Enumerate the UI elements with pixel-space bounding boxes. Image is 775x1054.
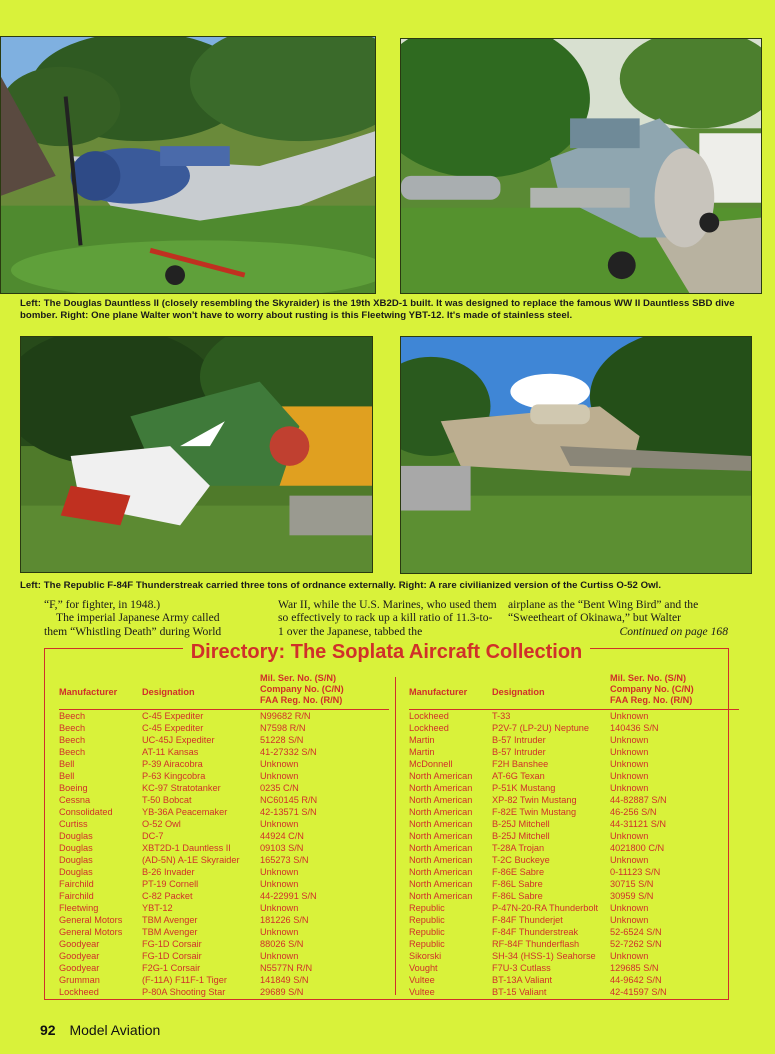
serial-cell: Unknown <box>610 711 649 721</box>
directory-row <box>59 818 389 830</box>
serial-cell: Unknown <box>610 831 649 841</box>
directory-row <box>59 914 389 926</box>
manufacturer-cell: Consolidated <box>59 807 113 817</box>
serial-cell: 44-22991 S/N <box>260 891 317 901</box>
directory-row <box>409 842 739 854</box>
designation-cell: XBT2D-1 Dauntless II <box>142 843 231 853</box>
directory-row <box>59 830 389 842</box>
directory-row <box>59 758 389 770</box>
manufacturer-cell: Vultee <box>409 987 435 997</box>
manufacturer-cell: Bell <box>59 771 75 781</box>
serial-cell: Unknown <box>260 879 299 889</box>
page-number: 92 <box>40 1022 56 1038</box>
designation-cell: T-50 Bobcat <box>142 795 192 805</box>
designation-cell: F-86E Sabre <box>492 867 545 877</box>
designation-cell: B-26 Invader <box>142 867 195 877</box>
header-manufacturer: Manufacturer <box>59 687 118 697</box>
directory-column-right <box>409 671 739 998</box>
directory-column-left <box>59 671 389 998</box>
designation-cell: AT-11 Kansas <box>142 747 199 757</box>
designation-cell: T-33 <box>492 711 511 721</box>
serial-cell: 46-256 S/N <box>610 807 657 817</box>
directory-row <box>59 746 389 758</box>
manufacturer-cell: Lockheed <box>59 987 99 997</box>
directory-row <box>409 938 739 950</box>
directory-row <box>409 962 739 974</box>
serial-cell: Unknown <box>260 771 299 781</box>
designation-cell: F2H Banshee <box>492 759 549 769</box>
directory-rows-left <box>59 710 389 998</box>
manufacturer-cell: General Motors <box>59 927 123 937</box>
directory-row <box>409 782 739 794</box>
directory-row <box>59 938 389 950</box>
manufacturer-cell: Martin <box>409 735 435 745</box>
directory-row <box>59 986 389 998</box>
manufacturer-cell: Curtiss <box>59 819 88 829</box>
photo-douglas-dauntless <box>0 36 376 294</box>
designation-cell: P-47N-20-RA Thunderbolt <box>492 903 599 913</box>
directory-row <box>59 962 389 974</box>
serial-cell: Unknown <box>260 759 299 769</box>
manufacturer-cell: North American <box>409 831 473 841</box>
serial-cell: 29689 S/N <box>260 987 304 997</box>
serial-cell: N99682 R/N <box>260 711 311 721</box>
header-serial-line3: FAA Reg. No. (R/N) <box>610 695 693 705</box>
aircraft-directory <box>44 641 729 1000</box>
serial-cell: Unknown <box>610 855 649 865</box>
serial-cell: 141849 S/N <box>260 975 309 985</box>
designation-cell: PT-19 Cornell <box>142 879 199 889</box>
designation-cell: B-25J Mitchell <box>492 831 550 841</box>
manufacturer-cell: Sikorski <box>409 951 442 961</box>
directory-row <box>409 974 739 986</box>
manufacturer-cell: North American <box>409 771 473 781</box>
manufacturer-cell: North American <box>409 807 473 817</box>
designation-cell: BT-15 Valiant <box>492 987 547 997</box>
designation-cell: (F-11A) F11F-1 Tiger <box>142 975 227 985</box>
header-serial <box>260 673 344 706</box>
manufacturer-cell: Beech <box>59 723 86 733</box>
photo-fleetwing-ybt12 <box>400 38 762 294</box>
designation-cell: P2V-7 (LP-2U) Neptune <box>492 723 590 733</box>
serial-cell: 30715 S/N <box>610 879 654 889</box>
serial-cell: Unknown <box>610 735 649 745</box>
header-serial-line2: Company No. (C/N) <box>260 684 344 694</box>
serial-cell: 44-31121 S/N <box>610 819 667 829</box>
serial-cell: N7598 R/N <box>260 723 306 733</box>
manufacturer-cell: Bell <box>59 759 75 769</box>
designation-cell: F-86L Sabre <box>492 879 543 889</box>
designation-cell: F-82E Twin Mustang <box>492 807 577 817</box>
manufacturer-cell: North American <box>409 891 473 901</box>
directory-row <box>409 986 739 998</box>
designation-cell: P-39 Airacobra <box>142 759 203 769</box>
serial-cell: 41-27332 S/N <box>260 747 317 757</box>
directory-row <box>409 746 739 758</box>
serial-cell: Unknown <box>260 903 299 913</box>
magazine-name: Model Aviation <box>69 1022 161 1038</box>
manufacturer-cell: Republic <box>409 903 445 913</box>
manufacturer-cell: Douglas <box>59 843 93 853</box>
directory-row <box>59 842 389 854</box>
manufacturer-cell: Vought <box>409 963 438 973</box>
manufacturer-cell: Fairchild <box>59 879 94 889</box>
manufacturer-cell: Beech <box>59 711 86 721</box>
header-serial-line1: Mil. Ser. No. (S/N) <box>610 673 687 683</box>
directory-rows-right <box>409 710 739 998</box>
serial-cell: 165273 S/N <box>260 855 309 865</box>
serial-cell: 42-13571 S/N <box>260 807 317 817</box>
directory-row <box>59 902 389 914</box>
designation-cell: T-2C Buckeye <box>492 855 550 865</box>
serial-cell: 4021800 C/N <box>610 843 665 853</box>
designation-cell: TBM Avenger <box>142 915 198 925</box>
serial-cell: 44-82887 S/N <box>610 795 667 805</box>
manufacturer-cell: North American <box>409 783 473 793</box>
designation-cell: F7U-3 Cutlass <box>492 963 551 973</box>
f84f-photo-graphic <box>21 337 372 572</box>
serial-cell: Unknown <box>260 951 299 961</box>
serial-cell: 44924 C/N <box>260 831 304 841</box>
designation-cell: FG-1D Corsair <box>142 951 202 961</box>
manufacturer-cell: Lockheed <box>409 723 449 733</box>
caption-bottom: Left: The Republic F-84F Thunderstreak carried three tons of ordnance externally. Right: A rare civilianized version of the Curtiss O-52 Owl. <box>20 580 662 591</box>
directory-row <box>59 890 389 902</box>
designation-cell: SH-34 (HSS-1) Seahorse <box>492 951 596 961</box>
designation-cell: YBT-12 <box>142 903 173 913</box>
body-col1-paragraph: The imperial Japanese Army called them “Whistling Death” during World <box>44 611 222 638</box>
manufacturer-cell: Lockheed <box>409 711 449 721</box>
designation-cell: XP-82 Twin Mustang <box>492 795 577 805</box>
header-manufacturer: Manufacturer <box>409 687 468 697</box>
directory-row <box>409 926 739 938</box>
designation-cell: B-57 Intruder <box>492 735 546 745</box>
designation-cell: UC-45J Expediter <box>142 735 215 745</box>
directory-row <box>409 710 739 722</box>
directory-row <box>59 878 389 890</box>
serial-cell: Unknown <box>610 747 649 757</box>
designation-cell: (AD-5N) A-1E Skyraider <box>142 855 240 865</box>
designation-cell: F-84F Thunderjet <box>492 915 563 925</box>
serial-cell: Unknown <box>610 771 649 781</box>
serial-cell: Unknown <box>610 903 649 913</box>
manufacturer-cell: Martin <box>409 747 435 757</box>
continued-link: Continued on page 168 <box>619 624 728 638</box>
directory-row <box>59 794 389 806</box>
manufacturer-cell: Fairchild <box>59 891 94 901</box>
caption-top: Left: The Douglas Dauntless II (closely resembling the Skyraider) is the 19th XB2D-1 built. It was designed to replace the famous WW II Dauntless SBD dive bomber. Right: One plane Walter won't have to worry about rusting is this Fleetwing YBT-12. It's made of stainless steel. <box>20 298 735 321</box>
serial-cell: Unknown <box>610 759 649 769</box>
directory-header-right <box>409 671 739 710</box>
header-designation: Designation <box>492 687 545 697</box>
photo-curtiss-o52-owl <box>400 336 752 574</box>
designation-cell: DC-7 <box>142 831 164 841</box>
manufacturer-cell: North American <box>409 843 473 853</box>
serial-cell: Unknown <box>260 819 299 829</box>
header-designation: Designation <box>142 687 195 697</box>
manufacturer-cell: Douglas <box>59 831 93 841</box>
serial-cell: 129685 S/N <box>610 963 659 973</box>
manufacturer-cell: Beech <box>59 735 86 745</box>
directory-header-left <box>59 671 389 710</box>
designation-cell: F-84F Thunderstreak <box>492 927 579 937</box>
designation-cell: C-82 Packet <box>142 891 193 901</box>
manufacturer-cell: North American <box>409 867 473 877</box>
directory-row <box>409 890 739 902</box>
header-serial-line3: FAA Reg. No. (R/N) <box>260 695 343 705</box>
manufacturer-cell: Vultee <box>409 975 435 985</box>
body-col1-line1: “F,” for fighter, in 1948.) <box>44 598 161 611</box>
designation-cell: FG-1D Corsair <box>142 939 202 949</box>
designation-cell: P-51K Mustang <box>492 783 556 793</box>
designation-cell: RF-84F Thunderflash <box>492 939 580 949</box>
designation-cell: F-86L Sabre <box>492 891 543 901</box>
serial-cell: 52-7262 S/N <box>610 939 662 949</box>
header-serial <box>610 673 694 706</box>
directory-row <box>409 734 739 746</box>
manufacturer-cell: Republic <box>409 939 445 949</box>
manufacturer-cell: North American <box>409 855 473 865</box>
designation-cell: C-45 Expediter <box>142 723 204 733</box>
manufacturer-cell: Republic <box>409 927 445 937</box>
serial-cell: 88026 S/N <box>260 939 304 949</box>
manufacturer-cell: Grumman <box>59 975 100 985</box>
directory-title: Directory: The Soplata Aircraft Collection <box>183 641 591 663</box>
manufacturer-cell: Beech <box>59 747 86 757</box>
manufacturer-cell: McDonnell <box>409 759 453 769</box>
directory-row <box>409 854 739 866</box>
body-column-1 <box>44 598 242 638</box>
designation-cell: BT-13A Valiant <box>492 975 553 985</box>
manufacturer-cell: North American <box>409 795 473 805</box>
directory-row <box>59 806 389 818</box>
directory-row <box>409 950 739 962</box>
manufacturer-cell: Douglas <box>59 867 93 877</box>
manufacturer-cell: Cessna <box>59 795 91 805</box>
directory-row <box>409 794 739 806</box>
manufacturer-cell: Boeing <box>59 783 88 793</box>
directory-row <box>409 878 739 890</box>
directory-row <box>409 866 739 878</box>
serial-cell: Unknown <box>610 951 649 961</box>
manufacturer-cell: General Motors <box>59 915 123 925</box>
manufacturer-cell: Douglas <box>59 855 93 865</box>
directory-row <box>59 782 389 794</box>
directory-row <box>409 722 739 734</box>
directory-row <box>59 950 389 962</box>
serial-cell: Unknown <box>260 867 299 877</box>
serial-cell: 42-41597 S/N <box>610 987 667 997</box>
serial-cell: 52-6524 S/N <box>610 927 662 937</box>
designation-cell: TBM Avenger <box>142 927 198 937</box>
serial-cell: Unknown <box>610 915 649 925</box>
directory-row <box>59 926 389 938</box>
designation-cell: C-45 Expediter <box>142 711 204 721</box>
designation-cell: YB-36A Peacemaker <box>142 807 228 817</box>
manufacturer-cell: Goodyear <box>59 939 100 949</box>
directory-row <box>59 710 389 722</box>
serial-cell: N5577N R/N <box>260 963 313 973</box>
directory-row <box>409 902 739 914</box>
directory-row <box>409 818 739 830</box>
directory-row <box>59 770 389 782</box>
manufacturer-cell: Republic <box>409 915 445 925</box>
directory-row <box>409 770 739 782</box>
designation-cell: B-25J Mitchell <box>492 819 550 829</box>
body-col3-text: airplane as the “Bent Wing Bird” and the “Sweetheart of Okinawa,” but Walter <box>508 598 699 625</box>
designation-cell: B-57 Intruder <box>492 747 546 757</box>
designation-cell: P-80A Shooting Star <box>142 987 226 997</box>
manufacturer-cell: Fleetwing <box>59 903 99 913</box>
directory-row <box>409 806 739 818</box>
manufacturer-cell: Goodyear <box>59 963 100 973</box>
designation-cell: O-52 Owl <box>142 819 181 829</box>
designation-cell: T-28A Trojan <box>492 843 545 853</box>
directory-title-wrap <box>45 641 728 664</box>
owl-photo-graphic <box>401 337 751 573</box>
directory-row <box>409 758 739 770</box>
designation-cell: P-63 Kingcobra <box>142 771 206 781</box>
serial-cell: 0235 C/N <box>260 783 299 793</box>
serial-cell: 30959 S/N <box>610 891 654 901</box>
designation-cell: KC-97 Stratotanker <box>142 783 221 793</box>
directory-row <box>59 854 389 866</box>
body-column-3 <box>508 598 728 638</box>
directory-row <box>59 974 389 986</box>
designation-cell: AT-6G Texan <box>492 771 545 781</box>
serial-cell: 51228 S/N <box>260 735 304 745</box>
page-footer <box>40 1022 160 1038</box>
fleetwing-photo-graphic <box>401 39 761 293</box>
directory-row <box>59 722 389 734</box>
photo-republic-f84f <box>20 336 373 573</box>
serial-cell: 181226 S/N <box>260 915 309 925</box>
directory-row <box>409 830 739 842</box>
manufacturer-cell: North American <box>409 819 473 829</box>
manufacturer-cell: Goodyear <box>59 951 100 961</box>
serial-cell: 0-11123 S/N <box>610 867 661 877</box>
directory-row <box>59 866 389 878</box>
directory-row <box>59 734 389 746</box>
manufacturer-cell: North American <box>409 879 473 889</box>
serial-cell: 140436 S/N <box>610 723 659 733</box>
serial-cell: 09103 S/N <box>260 843 304 853</box>
directory-row <box>409 914 739 926</box>
serial-cell: 44-9642 S/N <box>610 975 662 985</box>
serial-cell: Unknown <box>610 783 649 793</box>
dauntless-photo-graphic <box>1 37 375 293</box>
header-serial-line1: Mil. Ser. No. (S/N) <box>260 673 337 683</box>
directory-divider <box>395 677 396 995</box>
header-serial-line2: Company No. (C/N) <box>610 684 694 694</box>
designation-cell: F2G-1 Corsair <box>142 963 201 973</box>
body-column-2: War II, while the U.S. Marines, who used them so effectively to rack up a kill ratio of 11.3-to-1 over the Japanese, tabbed the <box>278 598 497 638</box>
serial-cell: NC60145 R/N <box>260 795 318 805</box>
serial-cell: Unknown <box>260 927 299 937</box>
